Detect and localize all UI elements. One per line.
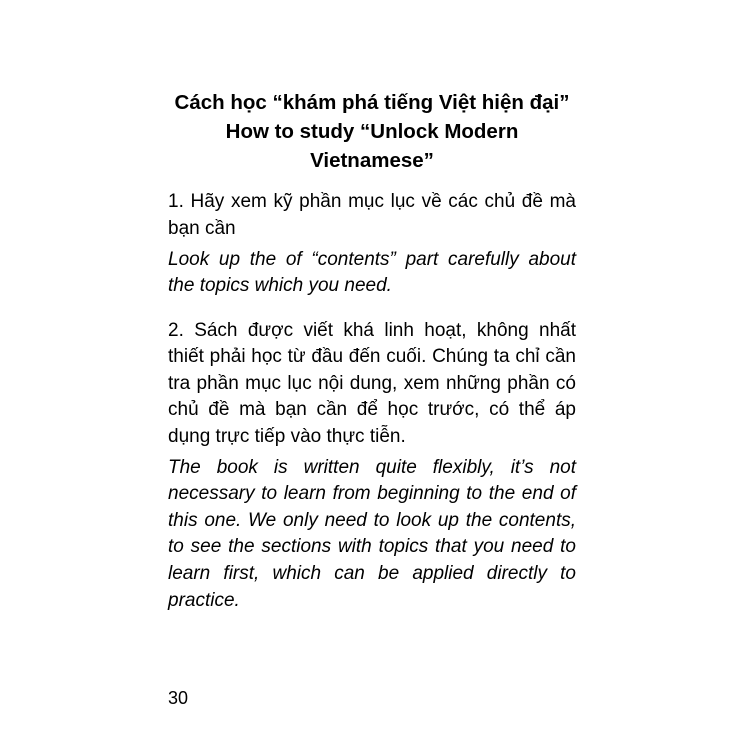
page-title-vietnamese: Cách học “khám phá tiếng Việt hiện đại” (174, 91, 570, 114)
paragraph-2-english: The book is written quite flexibly, it’s not necessary to learn from beginning to the end of this one. We only need to look up the contents, to see the sections with topics that you need to learn first, which can be applied directly to practice. (168, 456, 576, 611)
page-number: 30 (168, 688, 189, 708)
page-title (168, 88, 576, 175)
paragraph-1-english: Look up the of “contents” part carefully about the topics which you need. (168, 248, 576, 297)
page-title-english: How to study “Unlock Modern Vietnamese” (225, 120, 519, 173)
page-content (168, 88, 576, 632)
paragraph-1-vietnamese: 1. Hãy xem kỹ phần mục lục về các chủ đề mà bạn cần (168, 191, 576, 239)
content-block-2 (168, 318, 576, 615)
content-block-1 (168, 189, 576, 299)
paragraph-2-vietnamese: 2. Sách được viết khá linh hoạt, không nhất thiết phải học từ đầu đến cuối. Chúng ta chỉ cần tra phần mục lục nội dung, xem những phần có chủ đề mà bạn cần để học trước, có thể áp dụng trực tiếp vào thực tiễn. (168, 319, 576, 448)
